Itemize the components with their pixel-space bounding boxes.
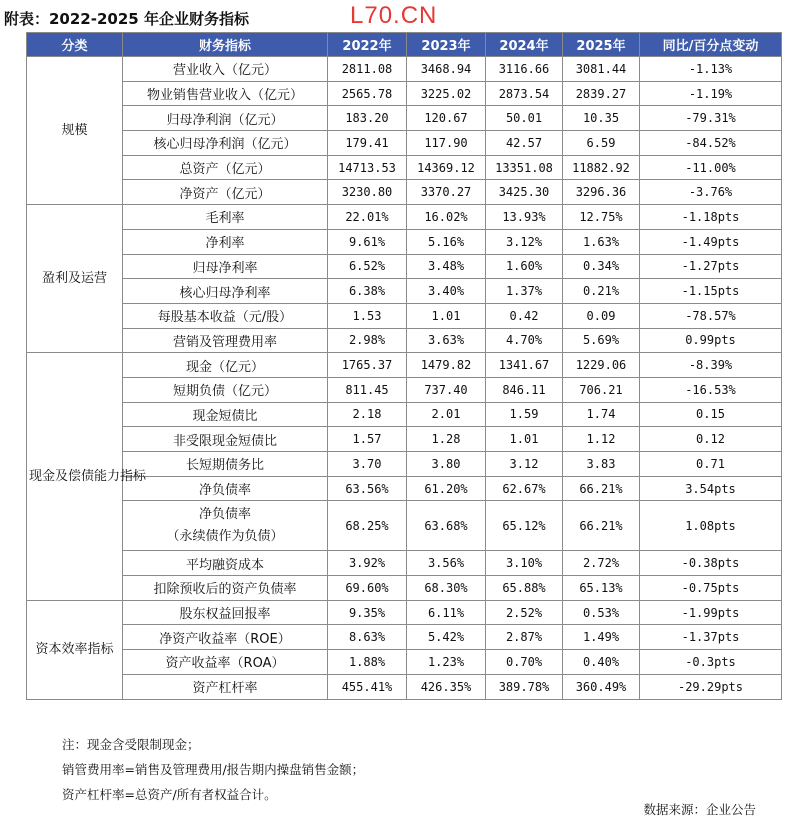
data-source: 数据来源：企业公告	[643, 802, 756, 817]
value-change-cell: -0.75pts	[640, 576, 782, 601]
value-2023-cell: 5.16%	[407, 229, 486, 254]
value-2022-cell: 2.18	[328, 402, 407, 427]
value-2022-cell: 455.41%	[328, 674, 407, 699]
value-2025-cell: 2839.27	[563, 81, 640, 106]
value-2024-cell: 13351.08	[486, 155, 563, 180]
table-row	[27, 328, 782, 353]
value-2024-cell: 3.12	[486, 452, 563, 477]
value-2025-cell: 66.21%	[563, 501, 640, 551]
value-2022-cell: 3.92%	[328, 551, 407, 576]
value-2024-cell: 1.60%	[486, 254, 563, 279]
footnote-line: 销管费用率=销售及管理费用/报告期内操盘销售金额；	[62, 762, 365, 777]
value-2025-cell: 1.63%	[563, 229, 640, 254]
value-change-cell: -0.38pts	[640, 551, 782, 576]
indicator-cell: 净资产（亿元）	[123, 180, 328, 205]
value-change-cell: -16.53%	[640, 377, 782, 402]
value-2024-cell: 3116.66	[486, 57, 563, 82]
value-2025-cell: 1.49%	[563, 625, 640, 650]
value-2023-cell: 1479.82	[407, 353, 486, 378]
value-2022-cell: 9.35%	[328, 600, 407, 625]
value-2025-cell: 3.83	[563, 452, 640, 477]
value-2023-cell: 68.30%	[407, 576, 486, 601]
table-row	[27, 625, 782, 650]
category-cell: 现金及偿债能力指标	[27, 353, 123, 601]
value-2024-cell: 2873.54	[486, 81, 563, 106]
indicator-cell: 核心归母净利润（亿元）	[123, 131, 328, 156]
value-2023-cell: 63.68%	[407, 501, 486, 551]
value-change-cell: -8.39%	[640, 353, 782, 378]
indicator-cell: 现金（亿元）	[123, 353, 328, 378]
indicator-cell: 净负债率	[123, 476, 328, 501]
value-2024-cell: 3425.30	[486, 180, 563, 205]
value-2022-cell: 9.61%	[328, 229, 407, 254]
indicator-cell: 现金短债比	[123, 402, 328, 427]
indicator-cell: 平均融资成本	[123, 551, 328, 576]
value-2023-cell: 737.40	[407, 377, 486, 402]
indicator-cell	[123, 501, 328, 551]
value-change-cell: -0.3pts	[640, 650, 782, 675]
value-2022-cell: 6.38%	[328, 279, 407, 304]
value-2024-cell: 846.11	[486, 377, 563, 402]
category-cell: 盈利及运营	[27, 205, 123, 353]
value-2024-cell: 389.78%	[486, 674, 563, 699]
table-row	[27, 155, 782, 180]
header-category: 分类	[27, 33, 123, 57]
value-2024-cell: 1.59	[486, 402, 563, 427]
value-2023-cell: 3.63%	[407, 328, 486, 353]
value-2022-cell: 63.56%	[328, 476, 407, 501]
value-2025-cell: 1.74	[563, 402, 640, 427]
value-2025-cell: 65.13%	[563, 576, 640, 601]
value-2022-cell: 8.63%	[328, 625, 407, 650]
value-2022-cell: 22.01%	[328, 205, 407, 230]
value-2022-cell: 2811.08	[328, 57, 407, 82]
indicator-cell: 股东权益回报率	[123, 600, 328, 625]
indicator-line: 净负债率	[198, 506, 251, 522]
value-2022-cell: 3230.80	[328, 180, 407, 205]
value-2024-cell: 50.01	[486, 106, 563, 131]
table-row	[27, 106, 782, 131]
table-row	[27, 205, 782, 230]
indicator-cell: 资产杠杆率	[123, 674, 328, 699]
value-2025-cell: 0.53%	[563, 600, 640, 625]
table-row	[27, 81, 782, 106]
header-year-2024: 2024年	[486, 33, 563, 57]
value-2025-cell: 3081.44	[563, 57, 640, 82]
indicator-cell: 营销及管理费用率	[123, 328, 328, 353]
table-row	[27, 674, 782, 699]
indicator-cell: 归母净利润（亿元）	[123, 106, 328, 131]
value-2022-cell: 1.88%	[328, 650, 407, 675]
table-row	[27, 353, 782, 378]
indicator-cell: 净利率	[123, 229, 328, 254]
value-change-cell: -1.18pts	[640, 205, 782, 230]
page-title: 附表：2022-2025 年企业财务指标	[4, 10, 249, 28]
value-change-cell: -3.76%	[640, 180, 782, 205]
indicator-cell: 非受限现金短债比	[123, 427, 328, 452]
value-change-cell: -1.13%	[640, 57, 782, 82]
value-2022-cell: 1.53	[328, 303, 407, 328]
header-year-2025: 2025年	[563, 33, 640, 57]
value-2025-cell: 1229.06	[563, 353, 640, 378]
value-change-cell: -1.49pts	[640, 229, 782, 254]
value-2025-cell: 11882.92	[563, 155, 640, 180]
value-2023-cell: 3370.27	[407, 180, 486, 205]
value-2022-cell: 183.20	[328, 106, 407, 131]
footnote-line: 资产杠杆率=总资产/所有者权益合计。	[62, 787, 277, 802]
table-row	[27, 180, 782, 205]
value-2023-cell: 3225.02	[407, 81, 486, 106]
header-change: 同比/百分点变动	[640, 33, 782, 57]
header-year-2023: 2023年	[407, 33, 486, 57]
value-2023-cell: 14369.12	[407, 155, 486, 180]
value-2025-cell: 0.21%	[563, 279, 640, 304]
value-change-cell: 1.08pts	[640, 501, 782, 551]
financial-table	[26, 32, 782, 700]
value-2025-cell: 12.75%	[563, 205, 640, 230]
value-2023-cell: 16.02%	[407, 205, 486, 230]
value-2023-cell: 3.40%	[407, 279, 486, 304]
table-row	[27, 131, 782, 156]
value-2024-cell: 65.12%	[486, 501, 563, 551]
table-row	[27, 377, 782, 402]
table-row	[27, 427, 782, 452]
value-2023-cell: 61.20%	[407, 476, 486, 501]
value-2025-cell: 66.21%	[563, 476, 640, 501]
footnotes	[62, 732, 364, 807]
value-2024-cell: 1.01	[486, 427, 563, 452]
table-row	[27, 501, 782, 551]
indicator-subline: （永续债作为负债）	[166, 528, 284, 544]
indicator-cell: 归母净利率	[123, 254, 328, 279]
value-2025-cell: 10.35	[563, 106, 640, 131]
value-change-cell: -1.37pts	[640, 625, 782, 650]
indicator-cell: 资产收益率（ROA）	[123, 650, 328, 675]
value-change-cell: -1.27pts	[640, 254, 782, 279]
table-row	[27, 303, 782, 328]
value-2023-cell: 3.80	[407, 452, 486, 477]
value-change-cell: -1.99pts	[640, 600, 782, 625]
value-2023-cell: 117.90	[407, 131, 486, 156]
value-2023-cell: 3468.94	[407, 57, 486, 82]
value-2022-cell: 1.57	[328, 427, 407, 452]
value-2023-cell: 1.28	[407, 427, 486, 452]
footnote-line: 注：现金含受限制现金；	[62, 737, 200, 752]
value-change-cell: 0.99pts	[640, 328, 782, 353]
value-2025-cell: 1.12	[563, 427, 640, 452]
value-2024-cell: 3.12%	[486, 229, 563, 254]
value-2024-cell: 42.57	[486, 131, 563, 156]
table-row	[27, 551, 782, 576]
value-2023-cell: 3.48%	[407, 254, 486, 279]
value-2023-cell: 5.42%	[407, 625, 486, 650]
value-2025-cell: 0.40%	[563, 650, 640, 675]
value-2025-cell: 706.21	[563, 377, 640, 402]
value-2025-cell: 0.34%	[563, 254, 640, 279]
value-change-cell: -79.31%	[640, 106, 782, 131]
value-2024-cell: 4.70%	[486, 328, 563, 353]
value-2023-cell: 1.01	[407, 303, 486, 328]
value-2023-cell: 120.67	[407, 106, 486, 131]
value-2024-cell: 1341.67	[486, 353, 563, 378]
indicator-cell: 短期负债（亿元）	[123, 377, 328, 402]
value-2022-cell: 179.41	[328, 131, 407, 156]
table-row	[27, 402, 782, 427]
value-2024-cell: 2.52%	[486, 600, 563, 625]
value-2022-cell: 68.25%	[328, 501, 407, 551]
table-body	[27, 57, 782, 700]
indicator-cell: 核心归母净利率	[123, 279, 328, 304]
category-cell: 资本效率指标	[27, 600, 123, 699]
value-2024-cell: 13.93%	[486, 205, 563, 230]
indicator-cell: 毛利率	[123, 205, 328, 230]
table-row	[27, 279, 782, 304]
table-row	[27, 576, 782, 601]
indicator-cell: 营业收入（亿元）	[123, 57, 328, 82]
indicator-cell: 每股基本收益（元/股）	[123, 303, 328, 328]
value-2022-cell: 14713.53	[328, 155, 407, 180]
value-2024-cell: 65.88%	[486, 576, 563, 601]
table-row	[27, 229, 782, 254]
value-change-cell: -29.29pts	[640, 674, 782, 699]
value-2022-cell: 69.60%	[328, 576, 407, 601]
value-change-cell: 0.71	[640, 452, 782, 477]
value-2023-cell: 426.35%	[407, 674, 486, 699]
value-2022-cell: 2.98%	[328, 328, 407, 353]
indicator-cell: 净资产收益率（ROE）	[123, 625, 328, 650]
value-change-cell: -1.15pts	[640, 279, 782, 304]
value-change-cell: 0.15	[640, 402, 782, 427]
value-2024-cell: 0.42	[486, 303, 563, 328]
value-2022-cell: 2565.78	[328, 81, 407, 106]
table-header-row	[27, 33, 782, 57]
value-2022-cell: 6.52%	[328, 254, 407, 279]
value-2025-cell: 6.59	[563, 131, 640, 156]
table-row	[27, 254, 782, 279]
value-2023-cell: 1.23%	[407, 650, 486, 675]
value-2025-cell: 2.72%	[563, 551, 640, 576]
watermark-text: L70.CN	[350, 2, 438, 29]
value-2025-cell: 0.09	[563, 303, 640, 328]
value-2024-cell: 62.67%	[486, 476, 563, 501]
value-2022-cell: 3.70	[328, 452, 407, 477]
value-2025-cell: 3296.36	[563, 180, 640, 205]
value-2022-cell: 1765.37	[328, 353, 407, 378]
value-2025-cell: 360.49%	[563, 674, 640, 699]
table-row	[27, 57, 782, 82]
table-row	[27, 650, 782, 675]
value-change-cell: -84.52%	[640, 131, 782, 156]
indicator-cell: 扣除预收后的资产负债率	[123, 576, 328, 601]
header-indicator: 财务指标	[123, 33, 328, 57]
value-2023-cell: 6.11%	[407, 600, 486, 625]
value-change-cell: -1.19%	[640, 81, 782, 106]
value-change-cell: -11.00%	[640, 155, 782, 180]
indicator-cell: 长短期债务比	[123, 452, 328, 477]
value-2024-cell: 3.10%	[486, 551, 563, 576]
category-cell: 规模	[27, 57, 123, 205]
indicator-cell: 总资产（亿元）	[123, 155, 328, 180]
value-2022-cell: 811.45	[328, 377, 407, 402]
header-year-2022: 2022年	[328, 33, 407, 57]
indicator-cell: 物业销售营业收入（亿元）	[123, 81, 328, 106]
table-row	[27, 600, 782, 625]
value-change-cell: -78.57%	[640, 303, 782, 328]
value-change-cell: 3.54pts	[640, 476, 782, 501]
value-2024-cell: 0.70%	[486, 650, 563, 675]
value-2025-cell: 5.69%	[563, 328, 640, 353]
value-2024-cell: 2.87%	[486, 625, 563, 650]
value-2024-cell: 1.37%	[486, 279, 563, 304]
value-change-cell: 0.12	[640, 427, 782, 452]
value-2023-cell: 2.01	[407, 402, 486, 427]
value-2023-cell: 3.56%	[407, 551, 486, 576]
